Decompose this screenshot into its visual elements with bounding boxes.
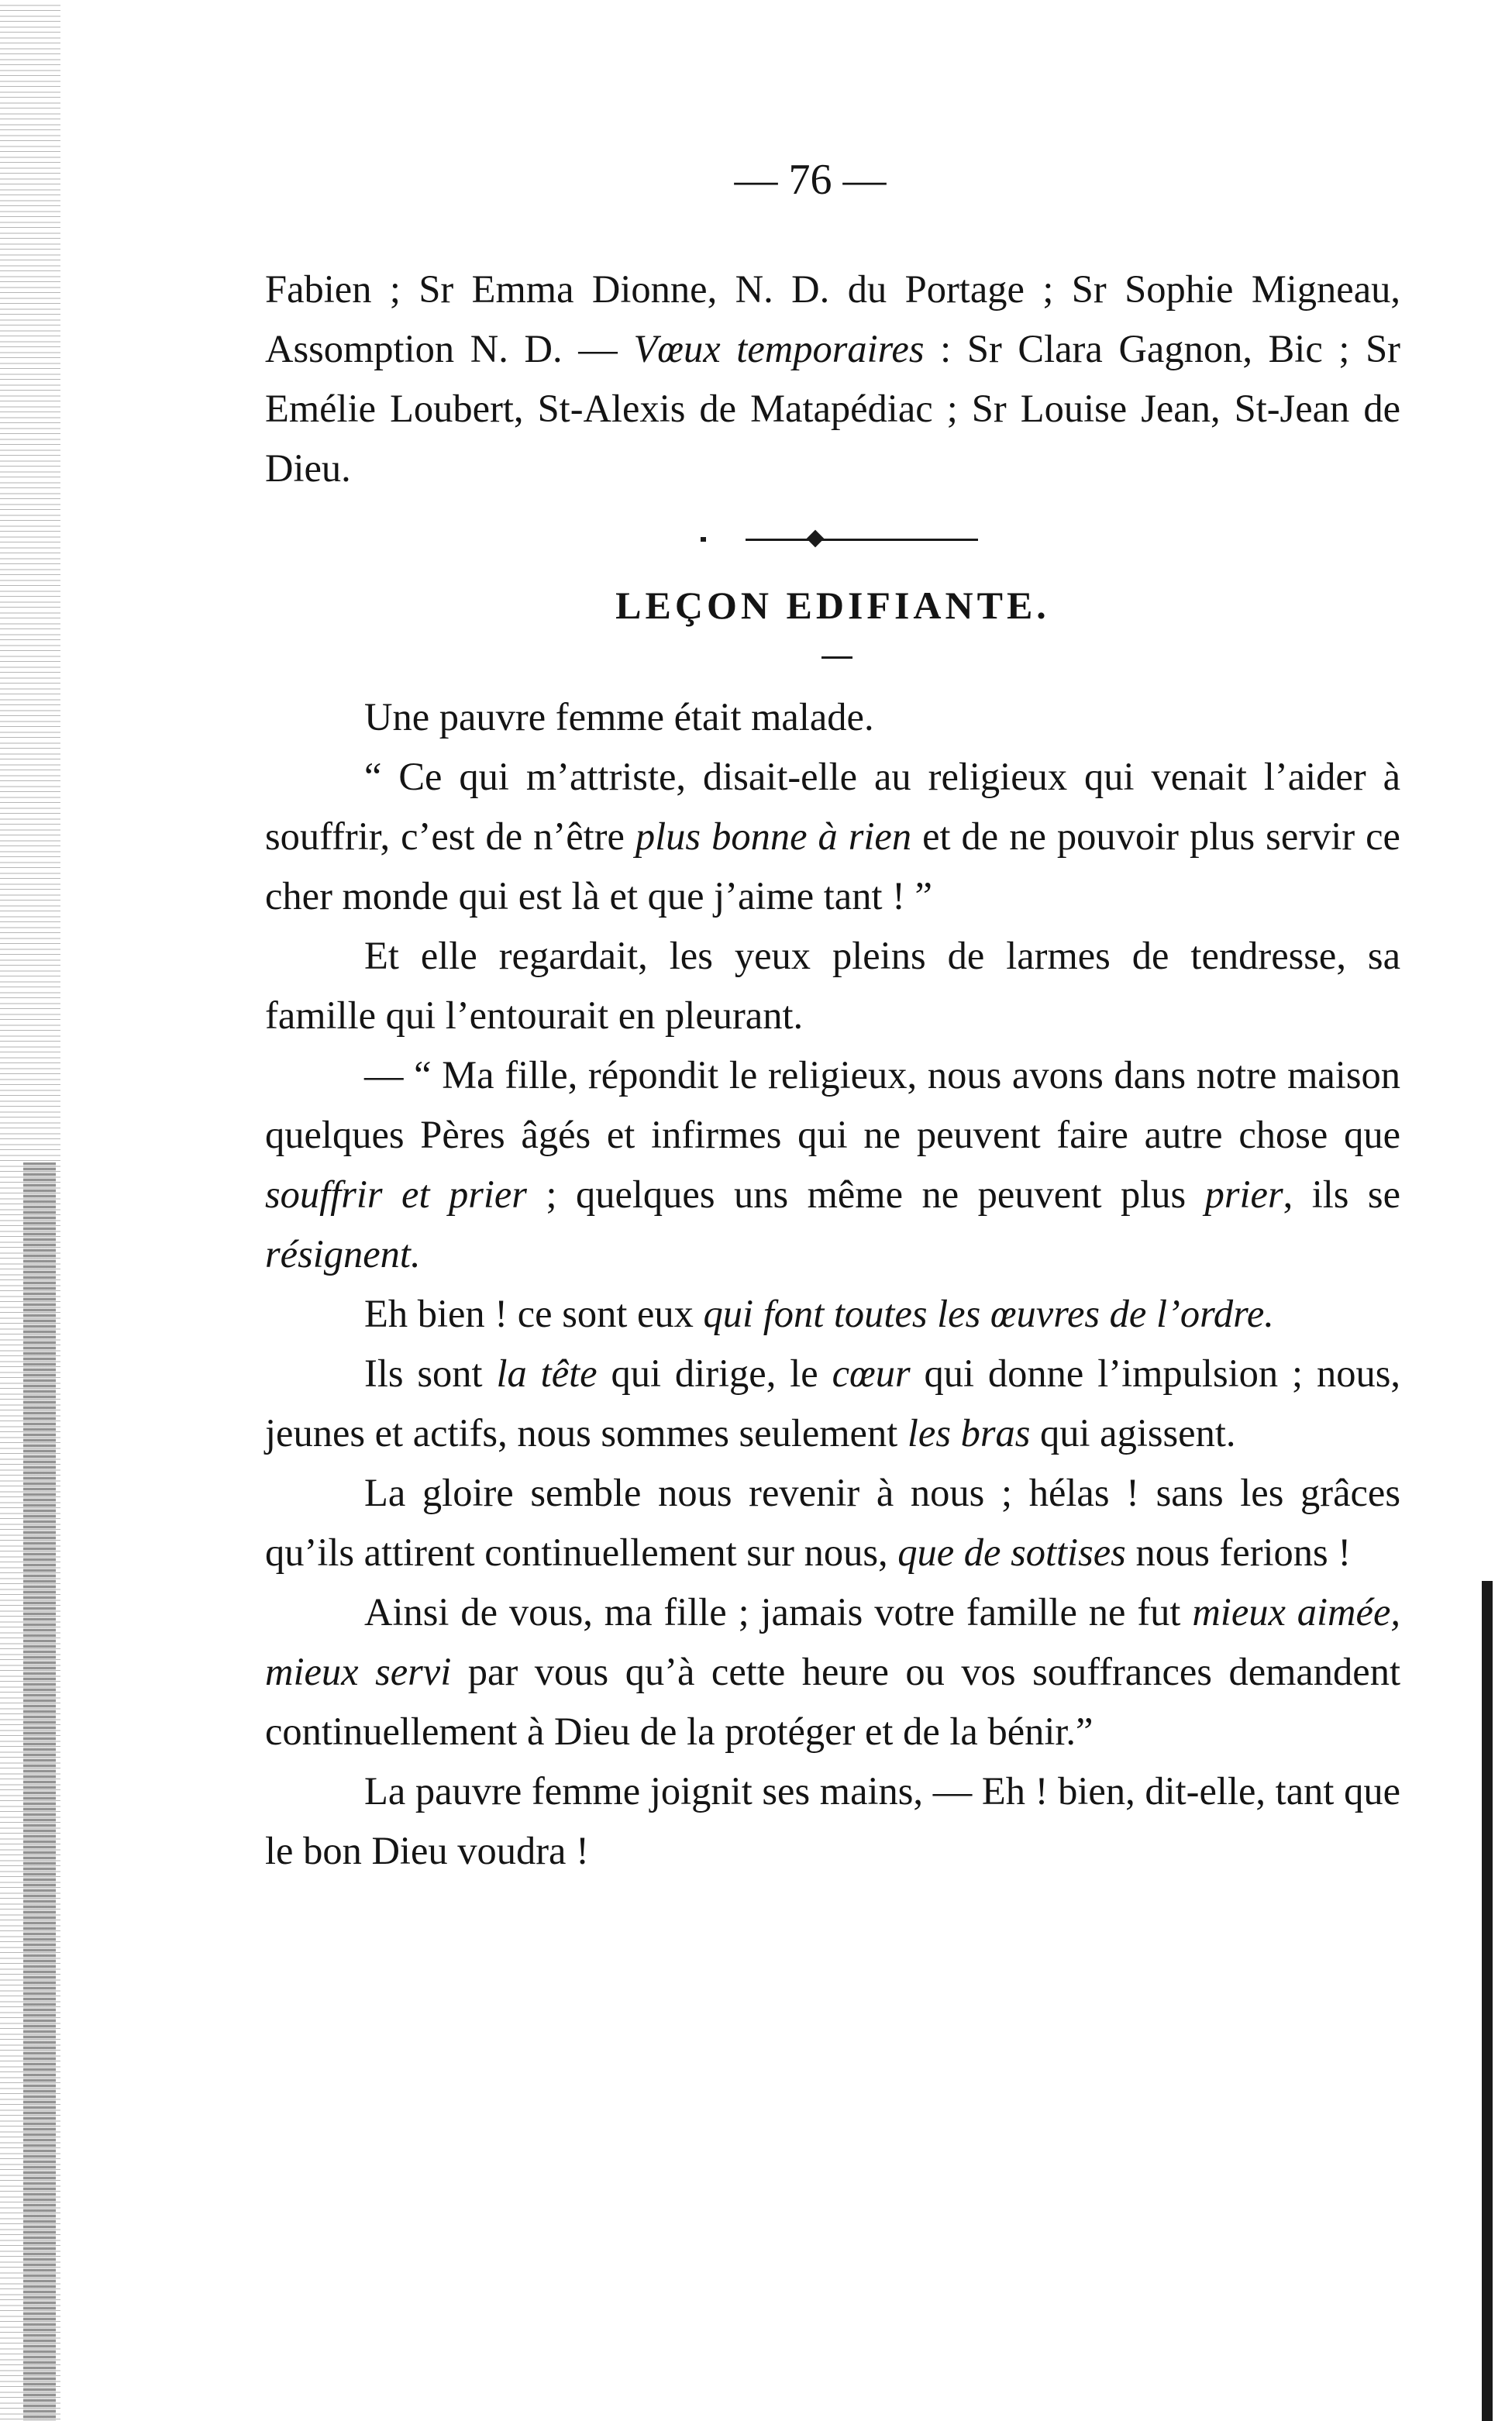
p6-text-3: qui donne l’impulsion ; nous, jeunes et actifs, nous sommes seulement (265, 1352, 1400, 1455)
title-underline-dash (265, 635, 1400, 687)
page-number: — 76 — (734, 156, 887, 204)
paragraph-9: La pauvre femme joignit ses mains, — Eh ! bien, dit-elle, tant que le bon Dieu voudra ! (265, 1769, 1400, 1872)
p4-italic-3: résignent. (265, 1232, 421, 1276)
paragraph-1: Une pauvre femme était malade. (364, 695, 874, 739)
body-text (265, 260, 1400, 1881)
right-margin-rule (1482, 1581, 1493, 2421)
title-dash-mark (821, 656, 852, 659)
p2-italic: plus bonne à rien (635, 814, 912, 858)
section-separator (265, 498, 1400, 576)
intro-text-1: Fabien ; Sr Emma Dionne, N. D. du Portage ; Sr Sophie Migneau, Assomption N. D. — (265, 267, 1400, 370)
intro-italic-vows: Vœux temporaires (633, 327, 925, 370)
p8-italic: mieux aimée, mieux servi (265, 1590, 1400, 1693)
paragraph-2 (265, 747, 1400, 926)
paragraph-3: Et elle regardait, les yeux pleins de larmes de tendresse, sa famille qui l’entourait en pleurant. (265, 934, 1400, 1037)
p2-text-1: “ Ce qui m’attriste, disait-elle au religieux qui venait l’aider à souffrir, c’est de n’être (265, 755, 1400, 858)
p4-italic-1: souffrir et prier (265, 1173, 527, 1216)
intro-paragraph (265, 260, 1400, 498)
p4-text-2: ; quelques uns même ne peuvent plus (526, 1173, 1205, 1216)
p5-italic: qui font toutes les œuvres de l’ordre. (703, 1292, 1274, 1335)
binding-edge-dark-band (23, 1162, 56, 2421)
separator-diamond (807, 530, 825, 548)
paragraph-6 (265, 1344, 1400, 1463)
p8-text-2: par vous qu’à cette heure ou vos souffrances demandent continuellement à Dieu de la protéger et de la bénir.” (265, 1650, 1400, 1753)
paragraph-8 (265, 1582, 1400, 1762)
intro-text-2: : Sr Clara Gagnon, Bic ; Sr Emélie Loubert, St-Alexis de Matapédiac ; Sr Louise Jean, St-Jean de Dieu. (265, 327, 1400, 490)
p6-italic-3: les bras (907, 1411, 1031, 1455)
separator-dot (701, 537, 706, 542)
p7-italic: que de sottises (897, 1531, 1126, 1574)
paragraph-7 (265, 1463, 1400, 1582)
p4-italic-2: prier (1204, 1173, 1283, 1216)
paragraph-4 (265, 1045, 1400, 1284)
p4-text-1: — “ Ma fille, répondit le religieux, nous avons dans notre maison quelques Pères âgés et infirmes qui ne peuvent faire autre chose que (265, 1053, 1400, 1156)
p6-text-1: Ils sont (364, 1352, 497, 1395)
p2-text-2: et de ne pouvoir plus servir ce cher monde qui est là et que j’aime tant ! ” (265, 814, 1400, 918)
p6-text-2: qui dirige, le (597, 1352, 832, 1395)
section-title: LEÇON EDIFIANTE. (615, 584, 1050, 627)
p7-text-1: La gloire semble nous revenir à nous ; hélas ! sans les grâces qu’ils attirent continuellement sur nous, (265, 1471, 1400, 1574)
p6-italic-2: cœur (832, 1352, 911, 1395)
p6-text-4: qui agissent. (1030, 1411, 1236, 1455)
p8-text-1: Ainsi de vous, ma fille ; jamais votre famille ne fut (364, 1590, 1193, 1634)
p7-text-2: nous ferions ! (1125, 1531, 1352, 1574)
paragraph-5 (265, 1284, 1400, 1344)
separator-line (746, 539, 978, 541)
p5-text-1: Eh bien ! ce sont eux (364, 1292, 704, 1335)
p4-text-3: , ils se (1283, 1173, 1400, 1216)
p6-italic-1: la tête (496, 1352, 598, 1395)
